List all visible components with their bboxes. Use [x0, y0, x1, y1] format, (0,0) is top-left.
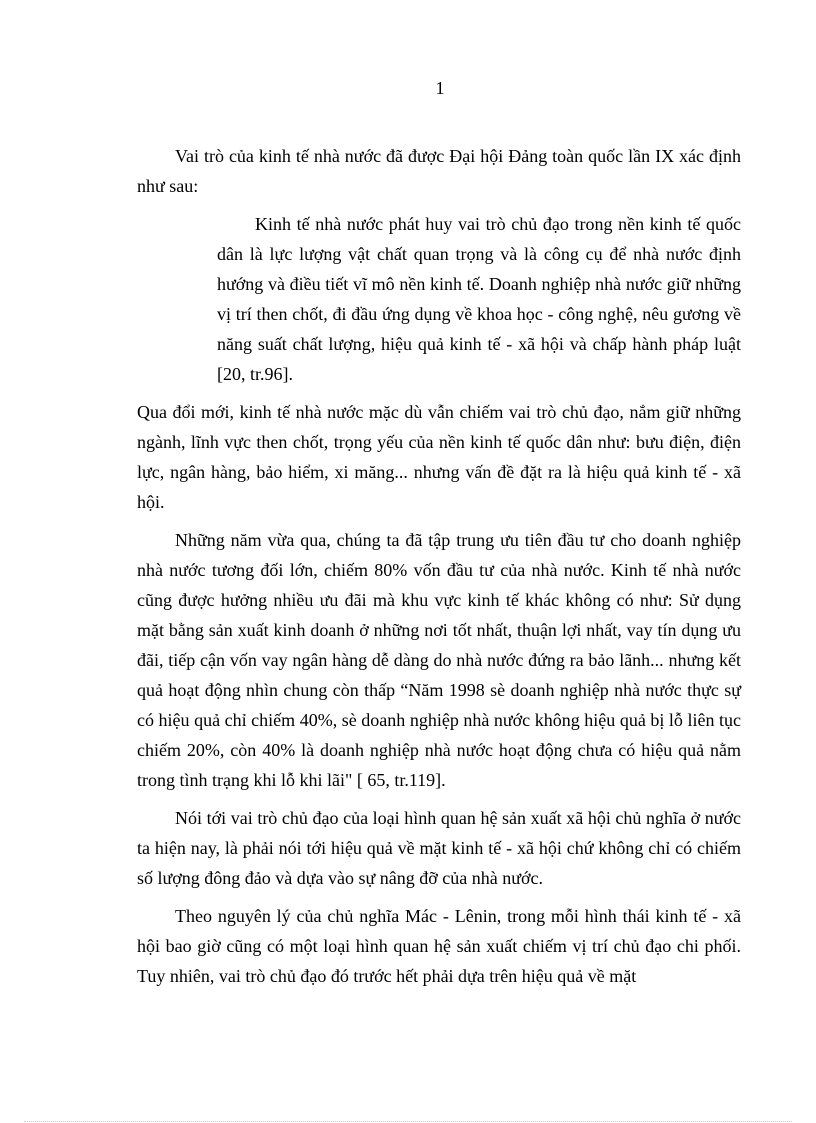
- document-body: [137, 141, 741, 999]
- paragraph-intro: Vai trò của kinh tế nhà nước đã được Đại hội Đảng toàn quốc lần IX xác định như sau:: [137, 146, 741, 196]
- paragraph-leading-role: Nói tới vai trò chủ đạo của loại hình quan hệ sản xuất xã hội chủ nghĩa ở nước ta hiện nay, là phải nói tới hiệu quả về mặt kinh tế - xã hội chứ không chỉ có chiếm số lượng đông đảo và dựa vào sự nâng đỡ của nhà nước.: [137, 808, 741, 888]
- paragraph-reform: Qua đổi mới, kinh tế nhà nước mặc dù vẫn chiếm vai trò chủ đạo, nắm giữ những ngành, lĩnh vực then chốt, trọng yếu của nền kinh tế quốc dân như: bưu điện, điện lực, ngân hàng, bảo hiểm, xi măng... nhưng vấn đề đặt ra là hiệu quả kinh tế - xã hội.: [137, 402, 741, 512]
- paragraph-marxist-principle: Theo nguyên lý của chủ nghĩa Mác - Lênin, trong mỗi hình thái kinh tế - xã hội bao giờ cũng có một loại hình quan hệ sản xuất chiếm vị trí chủ đạo chi phối. Tuy nhiên, vai trò chủ đạo đó trước hết phải dựa trên hiệu quả về mặt: [137, 906, 741, 986]
- paragraph-investment: Những năm vừa qua, chúng ta đã tập trung ưu tiên đầu tư cho doanh nghiệp nhà nước tương đối lớn, chiếm 80% vốn đầu tư của nhà nước. Kinh tế nhà nước cũng được hưởng nhiều ưu đãi mà khu vực kinh tế khác không có như: Sử dụng mặt bằng sản xuất kinh doanh ở những nơi tốt nhất, thuận lợi nhất, vay tín dụng ưu đãi, tiếp cận vốn vay ngân hàng dễ dàng do nhà nước đứng ra bảo lãnh... nhưng kết quả hoạt động nhìn chung còn thấp “Năm 1998 sè doanh nghiệp nhà nước thực sự có hiệu quả chỉ chiếm 40%, sè doanh nghiệp nhà nước không hiệu quả bị lỗ liên tục chiếm 20%, còn 40% là doanh nghiệp nhà nước hoạt động chưa có hiệu quả nằm trong tình trạng khi lỗ khi lãi" [ 65, tr.119].: [137, 530, 741, 790]
- page-number: 1: [435, 78, 445, 98]
- page-bottom-divider: [24, 1121, 792, 1122]
- block-quote: Kinh tế nhà nước phát huy vai trò chủ đạo trong nền kinh tế quốc dân là lực lượng vật chất quan trọng và là công cụ để nhà nước định hướng và điều tiết vĩ mô nền kinh tế. Doanh nghiệp nhà nước giữ những vị trí then chốt, đi đầu ứng dụng về khoa học - công nghệ, nêu gương về năng suất chất lượng, hiệu quả kinh tế - xã hội và chấp hành pháp luật [20, tr.96].: [217, 214, 741, 384]
